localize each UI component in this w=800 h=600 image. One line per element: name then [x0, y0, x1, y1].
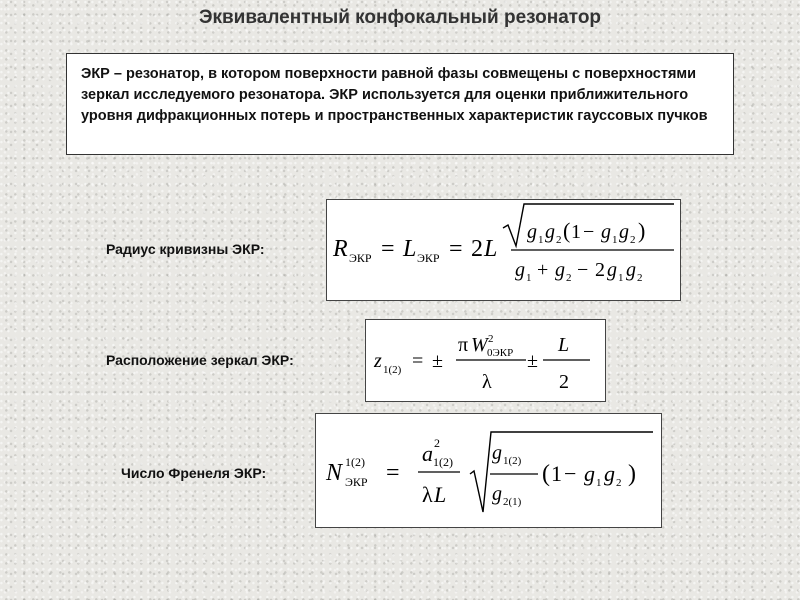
svg-text:2: 2	[434, 436, 440, 450]
svg-text:W: W	[471, 334, 488, 356]
svg-text:λ: λ	[422, 482, 433, 507]
svg-text:R: R	[333, 236, 348, 262]
svg-text:g: g	[545, 221, 555, 243]
definition-box	[66, 53, 734, 155]
svg-text:(: (	[563, 218, 571, 243]
svg-text:±: ±	[432, 350, 443, 372]
svg-text:a: a	[422, 441, 433, 466]
svg-text:2(1): 2(1)	[503, 496, 522, 508]
svg-text:1(2): 1(2)	[503, 455, 522, 467]
svg-text:2: 2	[556, 234, 562, 246]
svg-text:g: g	[604, 461, 615, 486]
svg-text:L: L	[484, 236, 498, 262]
svg-text:1: 1	[538, 234, 544, 246]
svg-text:1: 1	[618, 272, 624, 284]
formula-radius	[326, 199, 681, 301]
svg-text:π: π	[458, 334, 469, 356]
svg-text:=: =	[412, 350, 424, 372]
svg-text:ЭКР: ЭКР	[345, 475, 368, 489]
formula-mirror-position-graphic	[366, 320, 605, 401]
label-radius: Радиус кривизны ЭКР:	[106, 241, 265, 257]
svg-text:2: 2	[630, 234, 636, 246]
svg-text:g: g	[619, 221, 629, 243]
svg-text:2: 2	[616, 477, 622, 489]
svg-text:2: 2	[595, 259, 605, 281]
svg-text:ЭКР: ЭКР	[349, 251, 372, 265]
svg-text:z: z	[374, 350, 382, 372]
svg-text:): )	[638, 218, 646, 243]
svg-text:=: =	[449, 236, 463, 262]
svg-text:ЭКР: ЭКР	[417, 251, 440, 265]
svg-text:g: g	[527, 221, 537, 243]
svg-text:1: 1	[612, 234, 618, 246]
svg-text:g: g	[584, 461, 595, 486]
svg-text:g: g	[555, 259, 565, 281]
svg-text:g: g	[515, 259, 525, 281]
formula-mirror-position	[365, 319, 606, 402]
svg-text:1(2): 1(2)	[433, 455, 453, 469]
svg-text:g: g	[492, 442, 502, 464]
svg-text:): )	[628, 461, 636, 487]
svg-text:2: 2	[637, 272, 643, 284]
svg-text:−: −	[577, 259, 589, 281]
svg-text:L: L	[558, 334, 570, 356]
svg-text:1(2): 1(2)	[345, 455, 365, 469]
svg-text:g: g	[607, 259, 617, 281]
svg-text:L: L	[434, 482, 447, 507]
svg-text:2: 2	[566, 272, 572, 284]
svg-text:=: =	[381, 236, 395, 262]
svg-text:(: (	[542, 461, 550, 487]
svg-text:1: 1	[526, 272, 532, 284]
svg-text:−: −	[583, 221, 595, 243]
formula-fresnel	[315, 413, 662, 528]
svg-text:=: =	[386, 460, 400, 486]
label-mirror-position: Расположение зеркал ЭКР:	[106, 352, 294, 368]
svg-text:1: 1	[551, 461, 562, 486]
page-title: Эквивалентный конфокальный резонатор	[198, 7, 602, 28]
svg-text:1: 1	[571, 221, 581, 243]
definition-text: ЭКР – резонатор, в котором поверхности равной фазы совмещены с поверхностями зеркал исследуемого резонатора. ЭКР используется для оценки приближительного уровня дифракционных потерь и пространственных характеристик гауссовых пучков	[81, 66, 708, 124]
svg-text:1(2): 1(2)	[383, 364, 402, 376]
svg-text:N: N	[326, 460, 343, 486]
svg-text:g: g	[492, 483, 502, 505]
label-fresnel: Число Френеля ЭКР:	[121, 465, 267, 481]
svg-text:L: L	[403, 236, 417, 262]
formula-fresnel-graphic	[316, 414, 661, 527]
svg-text:2: 2	[471, 236, 483, 262]
svg-text:1: 1	[596, 477, 602, 489]
formula-radius-graphic	[327, 200, 680, 300]
svg-text:−: −	[564, 461, 577, 486]
svg-text:2: 2	[488, 333, 494, 345]
svg-text:+: +	[537, 259, 549, 281]
svg-text:±: ±	[527, 350, 538, 372]
svg-text:0ЭКР: 0ЭКР	[487, 347, 514, 359]
svg-text:2: 2	[559, 371, 569, 393]
svg-text:λ: λ	[482, 371, 492, 393]
svg-text:g: g	[601, 221, 611, 243]
svg-text:g: g	[626, 259, 636, 281]
